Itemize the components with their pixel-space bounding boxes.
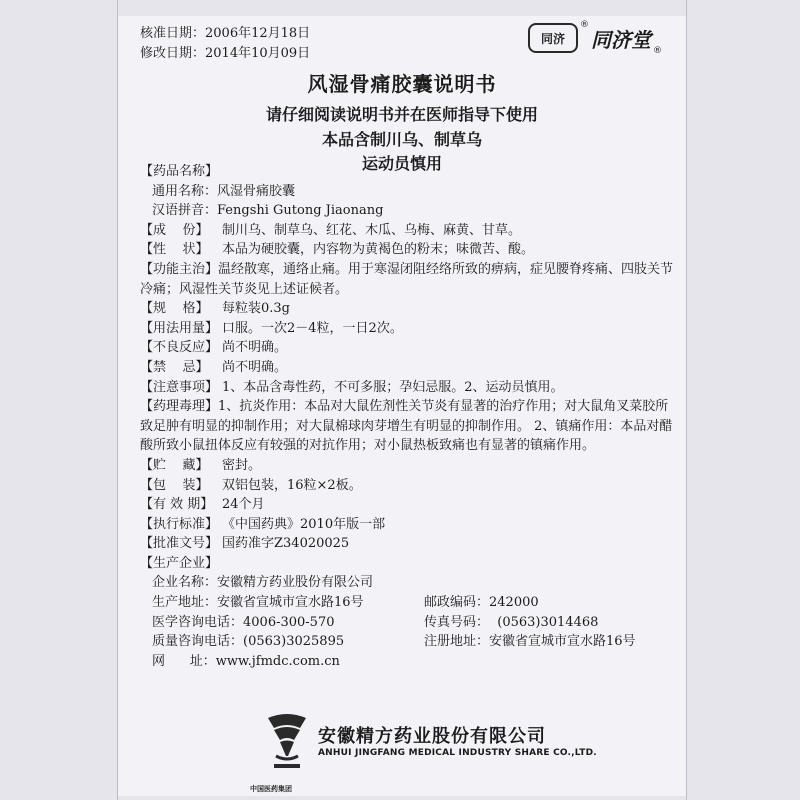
cautions-label: 【注意事项】 — [140, 379, 219, 395]
properties-label: 【性 状】 — [140, 242, 209, 258]
website: 网 址：www.jfmdc.com.cn — [152, 653, 340, 669]
quality-tel: 质量咨询电话：(0563)3025895 — [152, 634, 345, 650]
spec-value: 每粒装0.3g — [222, 301, 290, 317]
ingredients-value: 制川乌、制草乌、红花、木瓜、乌梅、麻黄、甘草。 — [222, 222, 522, 238]
cautions-value: 1、本品含毒性药，不可多服；孕妇忌服。2、运动员慎用。 — [222, 379, 564, 395]
production-address: 生产地址：安徽省宣城市宣水路16号 — [152, 595, 364, 611]
drug-name-label: 【药品名称】 — [140, 164, 219, 179]
spec-row — [140, 299, 676, 319]
footer-group: 中国医药集团 — [250, 785, 292, 793]
indications-row — [140, 260, 676, 299]
usage-value: 口服。一次2－4粒，一日2次。 — [222, 320, 403, 336]
validity-value: 24个月 — [222, 497, 265, 513]
approval-row — [140, 534, 676, 554]
storage-label: 【贮 藏】 — [140, 457, 209, 473]
contra-label: 【禁 忌】 — [140, 359, 209, 375]
pinyin-name: 汉语拼音：Fengshi Gutong Jiaonang — [152, 203, 384, 219]
notice-read-carefully: 请仔细阅读说明书并在医师指导下使用 — [265, 105, 538, 124]
brand-name: 同济堂 — [591, 27, 651, 52]
approval-date: 核准日期：2006年12月18日 — [140, 26, 311, 41]
address-row — [140, 593, 676, 613]
usage-row — [140, 319, 676, 339]
notice-ingredients: 本品含制川乌、制草乌 — [321, 130, 482, 149]
adverse-row — [140, 338, 676, 358]
tel-fax-row — [140, 613, 676, 633]
package-row — [140, 476, 676, 496]
ingredients-label: 【成 份】 — [140, 222, 209, 238]
package-value: 双铝包装，16粒×2板。 — [222, 477, 362, 493]
standard-row — [140, 515, 676, 535]
quality-reg-row — [140, 632, 676, 652]
adverse-value: 尚不明确。 — [222, 340, 288, 356]
notice-athletes: 运动员慎用 — [361, 154, 442, 173]
document-title: 风湿骨痛胶囊说明书 — [307, 72, 497, 96]
pharm-row — [140, 397, 676, 456]
footer-company-en: ANHUI JINGFANG MEDICAL INDUSTRY SHARE CO.,LTD. — [318, 748, 597, 758]
standard-label: 【执行标准】 — [140, 516, 219, 532]
validity-label: 【有 效 期】 — [140, 497, 214, 513]
consult-tel: 医学咨询电话：4006-300-570 — [152, 614, 335, 630]
properties-value: 本品为硬胶囊，内容物为黄褐色的粉末；味微苦、酸。 — [222, 242, 535, 258]
postcode: 邮政编码：242000 — [424, 595, 539, 611]
pharm-label: 【药理毒理】 — [140, 399, 219, 415]
standard-value: 《中国药典》2010年版一部 — [222, 516, 386, 532]
leaflet-body — [140, 162, 676, 671]
approval-label: 【批准文号】 — [140, 536, 219, 552]
footer-company-cn: 安徽精方药业股份有限公司 — [318, 726, 546, 747]
ingredients-row — [140, 221, 676, 241]
indications-value: 温经散寒，通络止痛。用于寒湿闭阻经络所致的痹病，症见腰脊疼痛、四肢关节冷痛；风湿性关节炎见上述证候者。 — [140, 261, 674, 297]
company-logo-icon — [262, 712, 312, 774]
properties-row — [140, 240, 676, 260]
brand-logo — [528, 20, 664, 56]
contra-row — [140, 358, 676, 378]
spec-label: 【规 格】 — [140, 301, 209, 317]
usage-label: 【用法用量】 — [140, 320, 219, 336]
validity-row — [140, 495, 676, 515]
contra-value: 尚不明确。 — [222, 359, 288, 375]
maker-label: 【生产企业】 — [140, 555, 219, 571]
revision-date: 修改日期：2014年10月09日 — [140, 46, 311, 61]
cautions-row — [140, 378, 676, 398]
common-name: 通用名称：风湿骨痛胶囊 — [152, 183, 296, 199]
company-name: 企业名称：安徽精方药业股份有限公司 — [152, 575, 374, 591]
adverse-label: 【不良反应】 — [140, 340, 219, 356]
reg-address: 注册地址：安徽省宣城市宣水路16号 — [424, 634, 636, 650]
date-block — [140, 24, 310, 64]
registered-mark: ® — [580, 20, 589, 30]
registered-mark-2: ® — [653, 46, 662, 56]
brand-badge-icon: 同济 — [528, 23, 578, 53]
storage-row — [140, 456, 676, 476]
storage-value: 密封。 — [222, 457, 262, 473]
fax: 传真号码： (0563)3014468 — [424, 614, 599, 630]
sheet-right-edge — [686, 0, 687, 800]
package-label: 【包 装】 — [140, 477, 209, 493]
indications-label: 【功能主治】 — [140, 261, 219, 277]
approval-value: 国药准字Z34020025 — [222, 536, 350, 552]
pharm-value: 1、抗炎作用：本品对大鼠佐剂性关节炎有显著的治疗作用；对大鼠角叉菜胶所致足肿有明显的抑制作用；对大鼠棉球肉芽增生有明显的抑制作用。 2、镇痛作用：本品对醋酸所致小鼠扭体反应有较强的对抗作用；对小鼠热板致痛也有显著的镇痛作用。 — [140, 399, 673, 454]
